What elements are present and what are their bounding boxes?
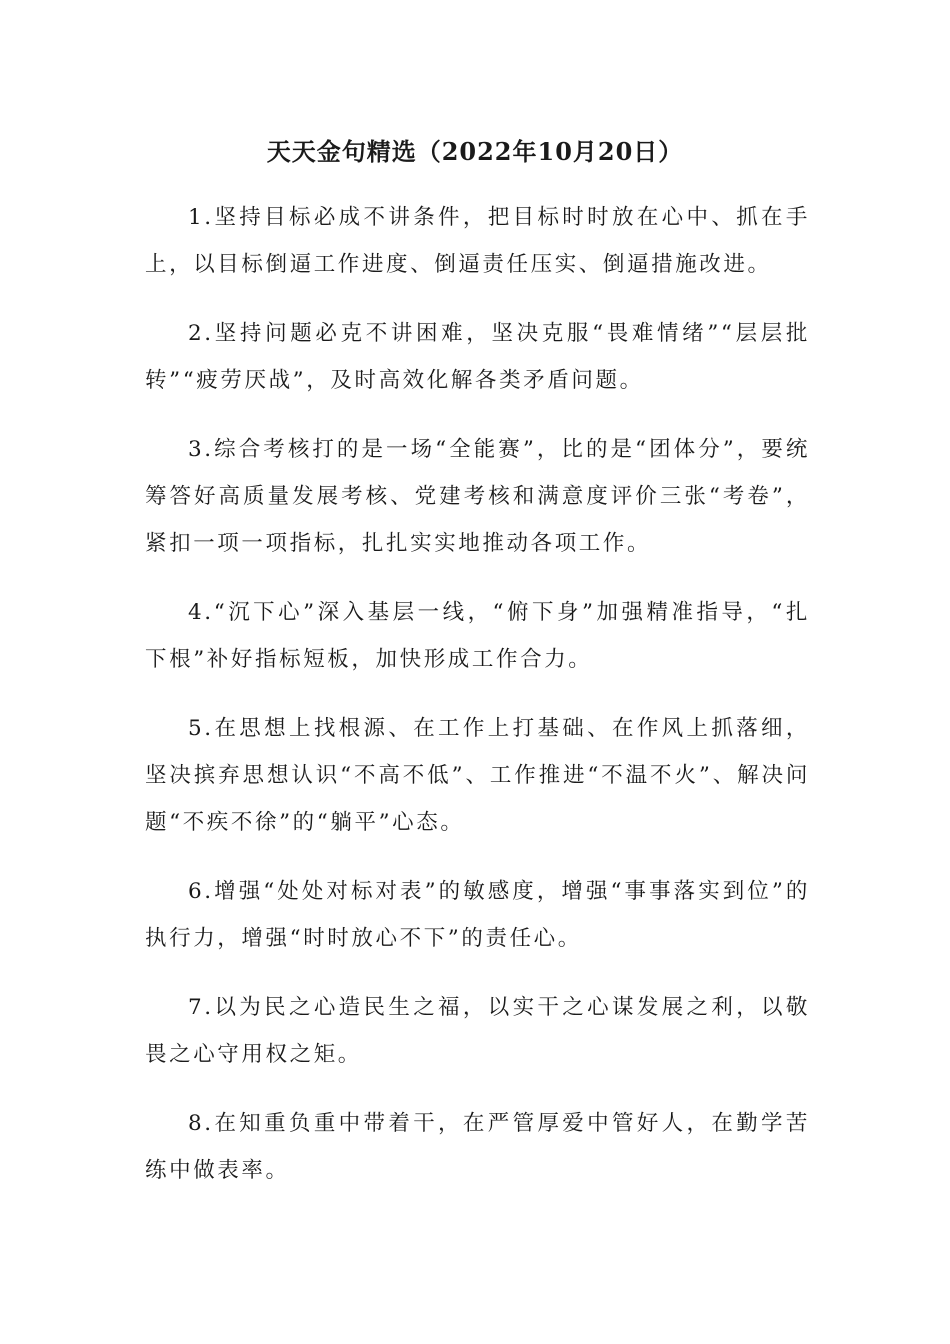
paragraph-6: 6.增强“处处对标对表”的敏感度，增强“事事落实到位”的执行力，增强“时时放心不下”的责任心。 [145,879,810,951]
paragraph-3: 3.综合考核打的是一场“全能赛”，比的是“团体分”，要统筹答好高质量发展考核、党建考核和满意度评价三张“考卷”，紧扣一项一项指标，扎扎实实地推动各项工作。 [145,437,810,556]
paragraph-1: 1.坚持目标必成不讲条件，把目标时时放在心中、抓在手上，以目标倒逼工作进度、倒逼责任压实、倒逼措施改进。 [145,205,810,277]
document-title: 天天金句精选（2022年10月20日） [266,137,684,166]
paragraph-4: 4.“沉下心”深入基层一线，“俯下身”加强精准指导，“扎下根”补好指标短板，加快形成工作合力。 [145,600,810,672]
paragraph-5: 5.在思想上找根源、在工作上打基础、在作风上抓落细，坚决摈弃思想认识“不高不低”、工作推进“不温不火”、解决问题“不疾不徐”的“躺平”心态。 [145,716,810,835]
document-body [145,194,810,1216]
paragraph-7: 7.以为民之心造民生之福，以实干之心谋发展之利，以敬畏之心守用权之矩。 [145,995,810,1067]
paragraph-8: 8.在知重负重中带着干，在严管厚爱中管好人，在勤学苦练中做表率。 [145,1111,810,1183]
paragraph-2: 2.坚持问题必克不讲困难，坚决克服“畏难情绪”“层层批转”“疲劳厌战”，及时高效化解各类矛盾问题。 [145,321,810,393]
